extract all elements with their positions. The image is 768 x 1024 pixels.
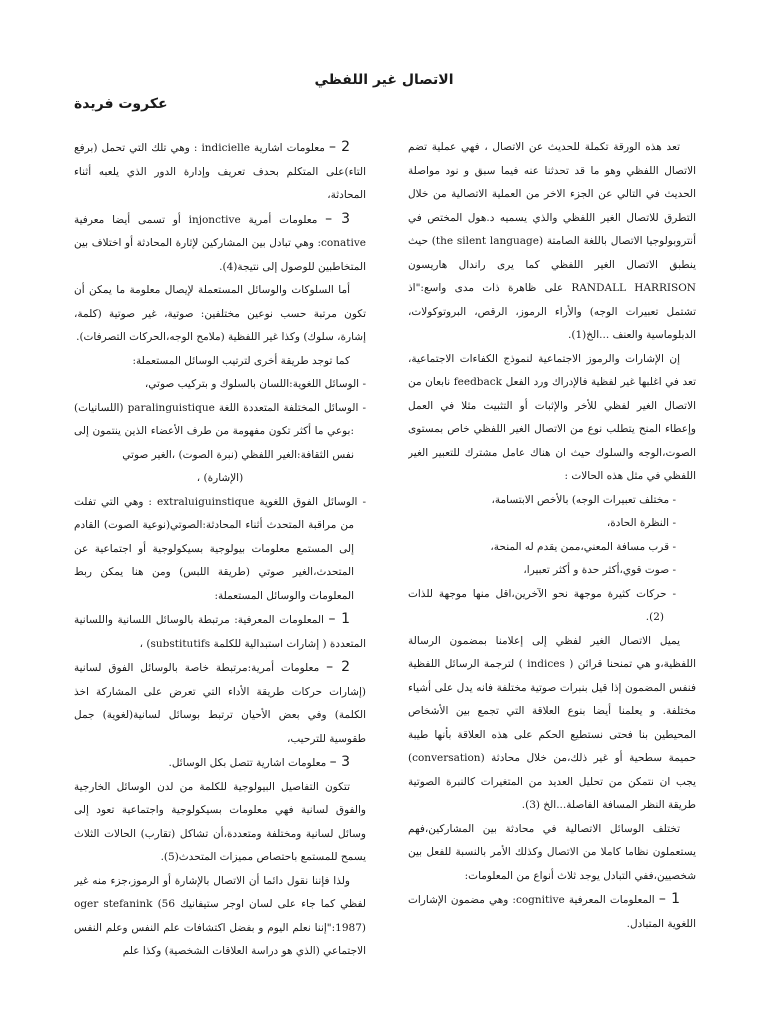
item-number: 1 – <box>658 891 680 907</box>
numbered-item-3 <box>74 751 366 776</box>
list-item: - النظرة الحادة، <box>408 512 696 536</box>
list-item: - الوسائل اللغوية:اللسان بالسلوك و بتركيب صوتي، <box>74 373 366 397</box>
conclusion-paragraph: ولذا فإننا نقول دائما أن الاتصال بالإشارة أو الرموز،جزء منه غير لفظي كما جاء على لسان اوجر ستيفانيك oger stefanink (56 1987):"إننا نعلم اليوم و بفضل اكتشافات علم النفس وعلم النفس الاجتماعي (الذي هو دراسة العلاقات الشخصية) وكذا علم <box>74 874 366 957</box>
item-number: 3 – <box>325 210 350 227</box>
author-name: عكروت فريدة <box>74 96 168 112</box>
item-text: المعلومات المعرفية cognitive: وهي مضمون الإشارات اللغوية المتبادل. <box>408 894 696 930</box>
left-column <box>74 136 366 1016</box>
list-item: - صوت قوي،أكثر حدة و أكثر تعبيرا، <box>408 559 696 583</box>
item-number: 2 – <box>328 139 350 155</box>
item-text: معلومات أمرية injonctive أو تسمى أيضا معرفية conative: وهي تبادل بين المشاركين لإثارة المحادثة أو اختلاف بين المتخاطبين للوصول إلى نتيجة(4). <box>74 213 366 273</box>
item-text: معلومات اشارية تتصل بكل الوسائل. <box>168 757 327 769</box>
numbered-item-2 <box>74 656 366 751</box>
info-item-3 <box>74 208 366 280</box>
info-item-2 <box>74 136 366 208</box>
info-item-1 <box>408 888 696 936</box>
numbered-item-1 <box>74 608 366 656</box>
list-item: - الوسائل الفوق اللغوية extraluiguinstique : وهي التي تفلت من مراقبة المتحدث أثناء المحادثة:الصوتي(نوعية الصوت) القادم إلى المستمع معلومات بيولوجية بسيكولوجية أو اجتماعية عن المتحدث،الغير صوتي (طريقة اللبس) ومن هنا يمكن ربط المعلومات والوسائل المستعملة: <box>74 491 366 609</box>
item-text: معلومات اشارية indicielle : وهي تلك التي تحمل (برفع التاء)على المتكلم بحدف تعريف وإدارة الدور الذي يلعبه أثناء المحادثة، <box>74 142 366 201</box>
list-item: - حركات كثيرة موجهة نحو الآخرين،اقل منها موجهة للذات (2). <box>408 583 696 630</box>
item-number: 2 – <box>326 659 351 675</box>
item-number: 3 – <box>329 754 350 770</box>
nonverbal-paragraph: يميل الاتصال الغير لفظي إلى إعلامنا بمضمون الرسالة اللفظية،و هي تمنحنا قرائن ( indices ) لترجمة الرسائل اللفظية فنفس المضمون إذا قيل بنبرات صوتية مختلفة فانه يدل على أشياء مختلفة. و يعلمنا أيضا بنوع العلاقة التي تجمع بين الأشخاص المحيطين بنا فحتى نستطيع الحكم على هذه العلاقة بأنها طيبة حميمة سطحية أو غير ذلك،من خلال محادثة (conversation) يجب ان نتمكن من تحليل العديد من المتغيرات كالنبرة الصوتية طريقة النظر المسافة الفاصلة...الخ (3). <box>408 634 696 811</box>
item-text: معلومات أمرية:مرتبطة خاصة بالوسائل الفوق لسانية (إشارات حركات طريقة الأداء التي تعرض على المشاركة اخذ الكلمة) وفي بعض الأحيان ترتبط بوسائل لسانية(لغوية) جمل طقوسية للترحيب، <box>74 662 366 745</box>
list-item: - قرب مسافة المعني،ممن يقدم له المنحة، <box>408 536 696 560</box>
signals-paragraph: إن الإشارات والرموز الاجتماعية لنموذج الكفاءات الاجتماعية، تعد في اغلبها غير لفظية فالإدراك ورد الفعل feedback نابعان من الاتصال الغير لفظي للأخر والإثبات أو التثبيت مثلا في العمل وإعطاء المنح يتطلب نوع من الاتصال الغير اللفظي خاص بمستوى الصوت،الوجه والسلوك حيث ان هناك عامل مشترك للتعبير الغير اللفظي في مثل هذه الحالات : <box>408 352 696 482</box>
page-title: الاتصال غير اللفظي <box>314 72 454 88</box>
list-item: - مختلف تعبيرات الوجه) بالأخص الابتسامة، <box>408 489 696 513</box>
right-column <box>408 136 696 1016</box>
list-item: - الوسائل المختلفة المتعددة اللغة paralinguistique (اللسانيات) :بوعي ما أكثر تكون مفهومة من طرف الأعضاء الذين ينتمون إلى نفس الثقافة:الغير اللفظي (نبرة الصوت) ،الغير صوتي <box>74 397 366 468</box>
biological-details-paragraph: تتكون التفاصيل البيولوجية للكلمة من لدن الوسائل الخارجية والفوق لسانية فهي معلومات بسيكولوجية واجتماعية تعود إلى وسائل لسانية ومختلفة ومتعددة،أن تشاكل (تقارب) الحالات الثلاث يسمح للمستمع باحتصاص مميزات المتحدث(5). <box>74 780 366 863</box>
item-text: المعلومات المعرفية: مرتبطة بالوسائل اللسانية واللسانية المتعددة ( إشارات استبدالية للكلمة substitutifs) ، <box>74 614 366 650</box>
intro-paragraph: تعد هذه الورقة تكملة للحديث عن الاتصال ، فهي عملية تضم الاتصال اللفظي وهو ما قد تحدثنا عنه فيما سبق و نود مواصلة الحديث في التالي عن الجزء الاخر من العملية الاتصالية من خلال التطرق للاتصال الغير اللفظي والذي يسميه د.هول المختص في أنتروبولوجيا الاتصال باللغة الصامتة (the silent language) حيث ينطبق الاتصال الغير اللفظي كما يرى راندال هاريسون RANDALL HARRISON على ظاهرة ذات مدى واسع:"اذ تشتمل تعبيرات الوجه) والأراء الرموز، الرقص، البروتوكولات، الدبلوماسية والعنف ...الخ(1). <box>408 141 696 341</box>
list-item-continuation: (الإشارة) ، <box>196 472 244 484</box>
item-number: 1 – <box>328 611 350 627</box>
means-paragraph: تختلف الوسائل الاتصالية في محادثة بين المشاركين،فهم يستعملون نظاما كاملا من الاتصال وكذلك الأمر بالنسبة للفعل بين شخصيين،ففي التبادل يوجد ثلاث أنواع من المعلومات: <box>408 822 696 882</box>
behaviors-paragraph: أما السلوكات والوسائل المستعملة لإيصال معلومة ما يمكن أن تكون مرتبة حسب نوعين مختلفين: صوتية، غير صوتية (كلمة، إشارة، سلوك) وكذا غير اللفظية (ملامح الوجه،الحركات التصرفات). <box>74 284 366 343</box>
another-method-paragraph: كما توجد طريقة أخرى لترتيب الوسائل المستعملة: <box>132 354 350 367</box>
